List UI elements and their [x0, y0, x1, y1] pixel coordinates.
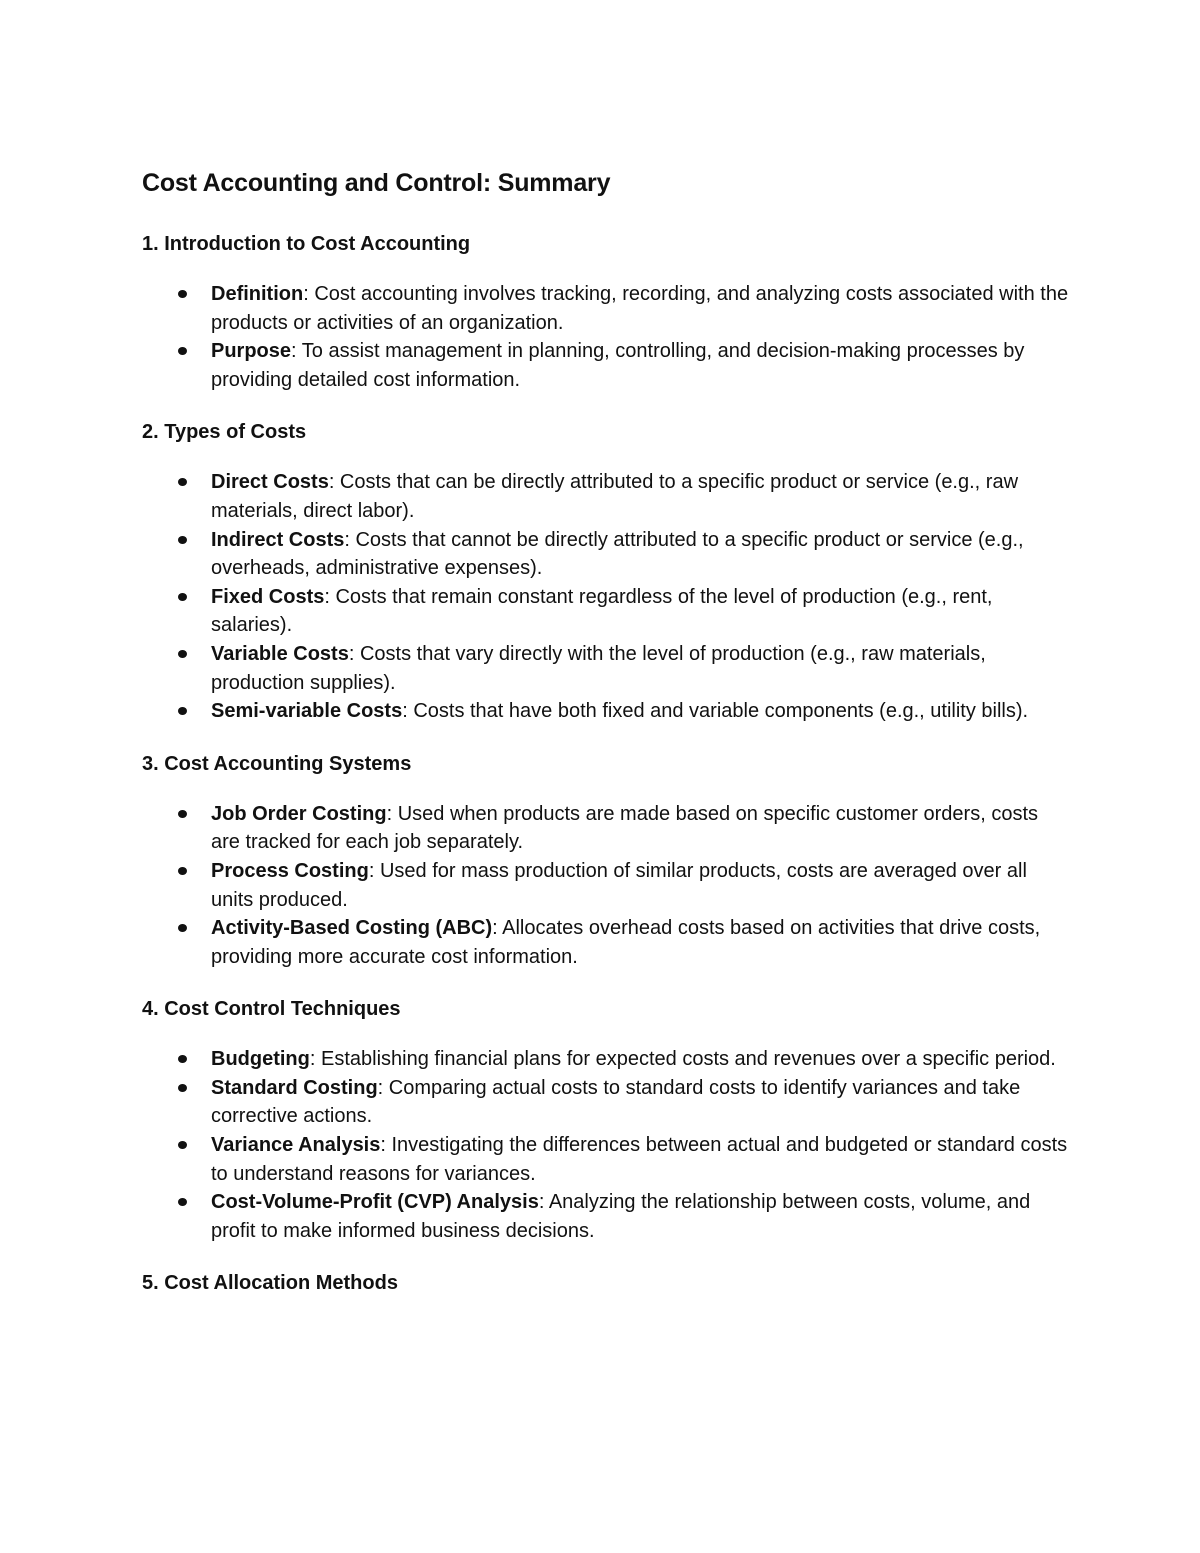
item-description: : Investigating the differences between actual and budgeted or standard costs to understand reasons for variances. — [211, 1134, 1068, 1185]
bullet-icon — [178, 1198, 187, 1206]
bullet-icon — [178, 650, 187, 658]
list-item — [142, 337, 1072, 394]
bullet-icon — [178, 593, 187, 601]
bullet-icon — [178, 290, 187, 298]
item-description: : Costs that vary directly with the level of production (e.g., raw materials, production supplies). — [211, 642, 986, 694]
list-item — [142, 697, 1072, 726]
item-term: Semi-variable Costs — [211, 700, 403, 723]
section — [142, 1269, 1072, 1297]
bullet-icon — [178, 707, 187, 715]
item-description: : To assist management in planning, controlling, and decision-making processes by providing detailed cost information. — [211, 340, 1025, 391]
item-description: : Cost accounting involves tracking, recording, and analyzing costs associated with the products or activities of an organization. — [211, 283, 1069, 334]
item-description: : Comparing actual costs to standard costs to identify variances and take corrective actions. — [211, 1076, 1021, 1128]
bullet-list — [142, 468, 1072, 725]
item-term: Standard Costing — [211, 1076, 378, 1099]
bullet-list — [142, 1045, 1072, 1245]
bullet-icon — [178, 924, 187, 932]
item-term: Job Order Costing — [211, 802, 387, 825]
item-description: : Used when products are made based on specific customer orders, costs are tracked for each job separately. — [211, 802, 1039, 854]
item-description: : Costs that can be directly attributed to a specific product or service (e.g., raw materials, direct labor). — [211, 471, 1019, 522]
section-heading: 4. Cost Control Techniques — [142, 998, 401, 1021]
item-description: : Costs that cannot be directly attributed to a specific product or service (e.g., overheads, administrative expenses). — [211, 528, 1024, 580]
item-description: : Allocates overhead costs based on activities that drive costs, providing more accurate cost information. — [211, 917, 1041, 968]
list-item — [142, 914, 1072, 971]
item-description: : Analyzing the relationship between costs, volume, and profit to make informed business decisions. — [211, 1191, 1031, 1242]
list-item — [142, 583, 1072, 640]
list-item — [142, 640, 1072, 697]
section — [142, 230, 1072, 394]
item-term: Variable Costs — [211, 642, 349, 665]
bullet-icon — [178, 478, 187, 486]
section — [142, 750, 1072, 972]
item-term: Direct Costs — [211, 471, 329, 494]
document-page — [142, 166, 1072, 1297]
bullet-list — [142, 280, 1072, 394]
bullet-icon — [178, 810, 187, 818]
list-item — [142, 280, 1072, 337]
section — [142, 418, 1072, 725]
list-item — [142, 468, 1072, 525]
list-item — [142, 800, 1072, 857]
item-term: Activity-Based Costing (ABC) — [211, 917, 493, 940]
item-term: Indirect Costs — [211, 528, 345, 551]
item-term: Purpose — [211, 340, 292, 363]
bullet-icon — [178, 1055, 187, 1063]
item-description: : Establishing financial plans for expected costs and revenues over a specific period. — [309, 1048, 1056, 1071]
list-item — [142, 1188, 1072, 1245]
section-heading: 1. Introduction to Cost Accounting — [142, 233, 471, 255]
item-description: : Costs that have both fixed and variable components (e.g., utility bills). — [402, 700, 1029, 723]
item-term: Fixed Costs — [211, 585, 325, 608]
list-item — [142, 1131, 1072, 1188]
section-heading: 2. Types of Costs — [142, 421, 307, 444]
section-heading: 5. Cost Allocation Methods — [142, 1272, 398, 1295]
list-item — [142, 857, 1072, 914]
list-item — [142, 1074, 1072, 1131]
item-term: Variance Analysis — [211, 1134, 381, 1157]
item-term: Definition — [211, 283, 304, 305]
section-heading: 3. Cost Accounting Systems — [142, 752, 412, 775]
section — [142, 995, 1072, 1245]
item-description: : Used for mass production of similar products, costs are averaged over all units produced. — [211, 859, 1027, 911]
bullet-icon — [178, 1141, 187, 1149]
item-term: Cost-Volume-Profit (CVP) Analysis — [211, 1191, 539, 1214]
bullet-icon — [178, 536, 187, 544]
bullet-icon — [178, 1084, 187, 1092]
list-item — [142, 1045, 1072, 1074]
bullet-icon — [178, 867, 187, 875]
document-sections — [142, 230, 1072, 1297]
item-term: Budgeting — [211, 1048, 310, 1071]
list-item — [142, 526, 1072, 583]
document-title: Cost Accounting and Control: Summary — [142, 169, 611, 197]
item-description: : Costs that remain constant regardless of the level of production (e.g., rent, salaries). — [211, 585, 993, 637]
bullet-list — [142, 800, 1072, 972]
item-term: Process Costing — [211, 859, 369, 882]
bullet-icon — [178, 347, 187, 355]
